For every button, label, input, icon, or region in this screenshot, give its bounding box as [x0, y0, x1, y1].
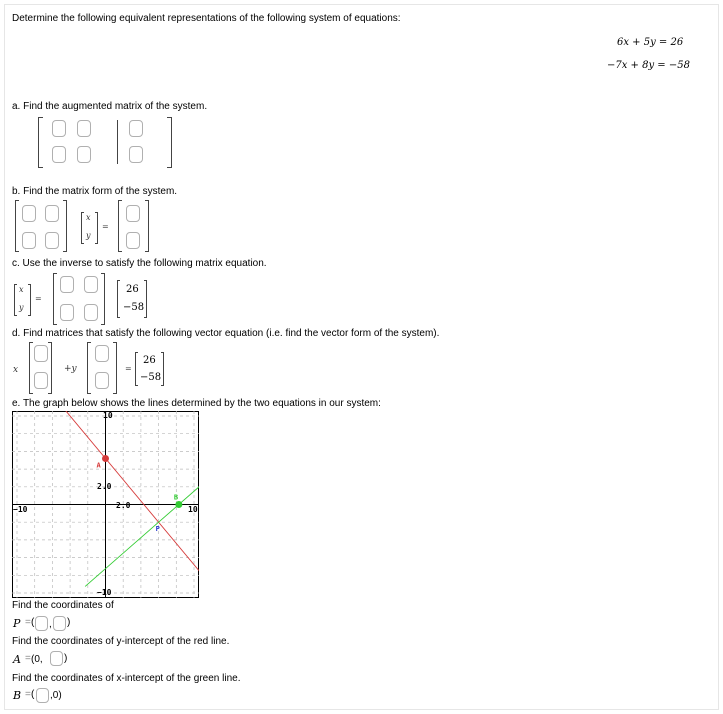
B-suffix: ,0)	[50, 690, 62, 701]
vec-col2-bottom-input[interactable]	[95, 372, 109, 389]
P-y-input[interactable]	[53, 616, 66, 631]
point-A	[102, 455, 109, 462]
aug-a12-input[interactable]	[77, 120, 91, 137]
P-x-input[interactable]	[35, 616, 48, 631]
bracket-left	[81, 212, 84, 244]
coef-a12-input[interactable]	[45, 205, 59, 222]
part-d-label: d. Find matrices that satisfy the following vector equation (i.e. find the vector form of the system).	[12, 328, 440, 339]
question-A: Find the coordinates of y-intercept of the red line.	[12, 636, 230, 647]
y-axis-max-label: 10	[103, 411, 113, 420]
comma: ,	[49, 619, 52, 630]
coef-a11-input[interactable]	[22, 205, 36, 222]
var-x: x	[19, 285, 24, 294]
equation-1: 6x + 5y = 26	[617, 37, 684, 48]
inverse-a22-input[interactable]	[84, 304, 98, 321]
part-a-label: a. Find the augmented matrix of the system.	[12, 101, 208, 112]
coef-a22-input[interactable]	[45, 232, 59, 249]
x-axis-min-label: −10	[13, 505, 28, 514]
part-e-label: e. The graph below shows the lines determined by the two equations in our system:	[12, 398, 381, 409]
vec-col2-top-input[interactable]	[95, 345, 109, 362]
aug-a22-input[interactable]	[77, 146, 91, 163]
bracket-right	[161, 352, 164, 386]
B-x-input[interactable]	[36, 688, 49, 703]
var-y: y	[19, 303, 24, 312]
equals-sign: =	[25, 653, 31, 664]
x-tick-label: 2.0	[116, 501, 131, 510]
bracket-left	[53, 273, 57, 325]
vec-col1-bottom-input[interactable]	[34, 372, 48, 389]
part-c-label: c. Use the inverse to satisfy the following matrix equation.	[12, 258, 267, 269]
point-A-label: A	[96, 461, 101, 470]
A-y-input[interactable]	[50, 651, 63, 666]
part-b-label: b. Find the matrix form of the system.	[12, 186, 178, 197]
augment-divider	[117, 120, 118, 164]
A-label: A	[13, 653, 21, 666]
inverse-a12-input[interactable]	[84, 276, 98, 293]
aug-b1-input[interactable]	[129, 120, 143, 137]
scalar-plus-y: +y	[64, 364, 77, 374]
rhs-top-value: 26	[126, 284, 139, 295]
scalar-x: x	[13, 365, 19, 375]
rhs-bottom-value: −58	[123, 302, 145, 313]
open-paren: (	[31, 689, 35, 700]
equals-sign: =	[125, 364, 132, 373]
const-b2-input[interactable]	[126, 232, 140, 249]
bracket-left	[118, 200, 122, 252]
bracket-left	[15, 200, 19, 252]
y-axis-min-label: −10	[97, 588, 112, 597]
aug-a21-input[interactable]	[52, 146, 66, 163]
point-P-label: P	[155, 525, 160, 534]
x-axis-max-label: 10	[188, 505, 198, 514]
open-paren: (	[31, 617, 35, 628]
var-y: y	[86, 231, 91, 240]
bracket-right	[63, 200, 67, 252]
close-paren: )	[64, 653, 68, 664]
inverse-a21-input[interactable]	[60, 304, 74, 321]
bracket-left	[29, 342, 33, 394]
question-P: Find the coordinates of	[12, 600, 114, 611]
close-paren: )	[67, 617, 71, 628]
bracket-right	[101, 273, 105, 325]
bracket-right	[167, 117, 172, 168]
rhs-bottom-value: −58	[140, 372, 162, 383]
point-B-label: B	[173, 493, 179, 502]
const-b1-input[interactable]	[126, 205, 140, 222]
point-B	[175, 501, 182, 508]
bracket-left	[117, 280, 120, 318]
vec-col1-top-input[interactable]	[34, 345, 48, 362]
A-prefix: (0,	[31, 654, 43, 665]
equals-sign: =	[25, 689, 31, 700]
coef-a21-input[interactable]	[22, 232, 36, 249]
bracket-right	[95, 212, 98, 244]
equation-graph	[12, 411, 199, 598]
instruction-text: Determine the following equivalent representations of the following system of equations:	[12, 13, 401, 24]
var-x: x	[86, 213, 91, 222]
bracket-right	[48, 342, 52, 394]
equals-sign: =	[35, 294, 42, 303]
bracket-right	[144, 280, 147, 318]
equals-sign: =	[102, 222, 109, 231]
y-tick-label: 2.0	[97, 482, 112, 491]
equals-sign: =	[25, 617, 31, 628]
P-label: P	[13, 617, 21, 630]
bracket-right	[28, 284, 31, 316]
bracket-left	[38, 117, 43, 168]
rhs-top-value: 26	[143, 355, 156, 366]
inverse-a11-input[interactable]	[60, 276, 74, 293]
aug-a11-input[interactable]	[52, 120, 66, 137]
bracket-left	[135, 352, 138, 386]
bracket-right	[145, 200, 149, 252]
bracket-left	[87, 342, 91, 394]
bracket-right	[113, 342, 117, 394]
bracket-left	[14, 284, 17, 316]
question-B: Find the coordinates of x-intercept of the green line.	[12, 673, 241, 684]
aug-b2-input[interactable]	[129, 146, 143, 163]
B-label: B	[13, 689, 22, 702]
equation-2: −7x + 8y = −58	[607, 60, 690, 71]
